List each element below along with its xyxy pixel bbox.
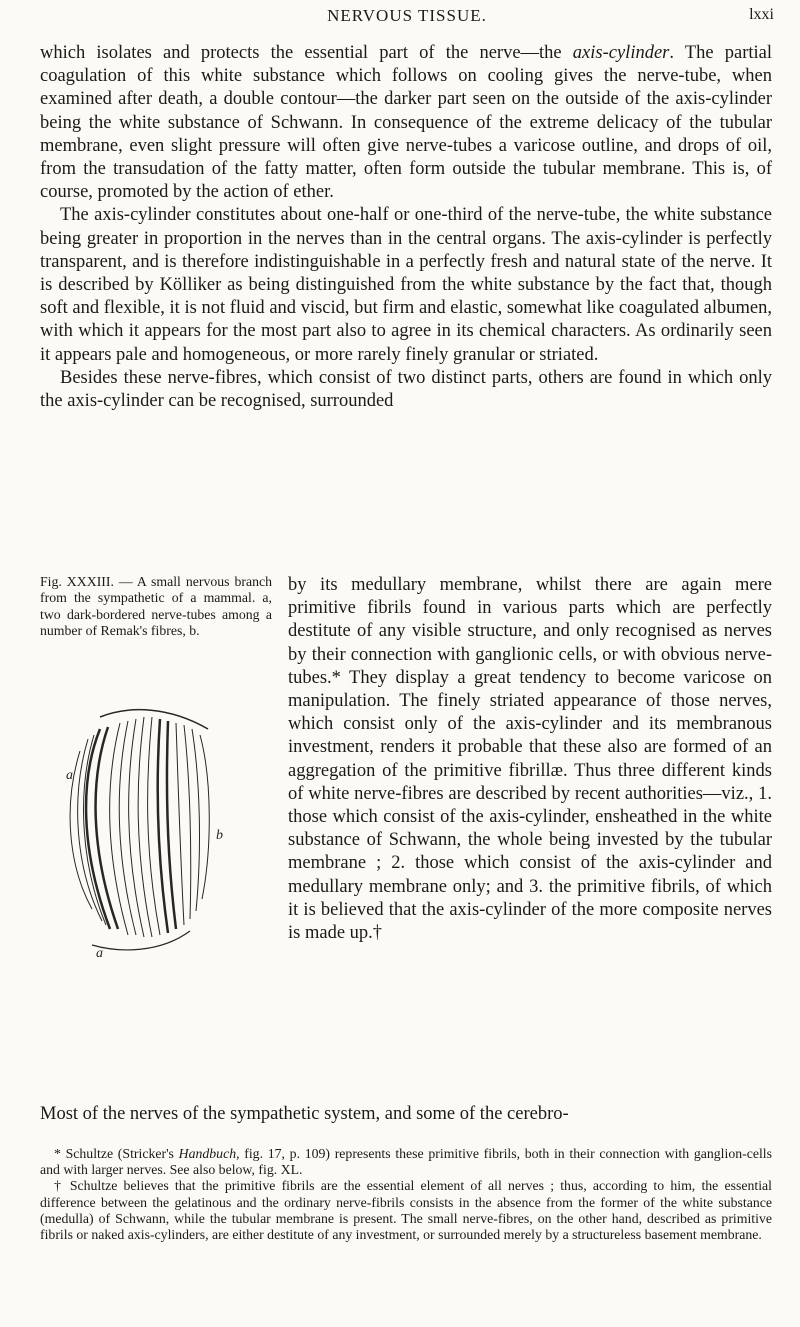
main-text-beside-figure — [288, 574, 772, 945]
figure-caption: Fig. XXXIII. — A small nervous branch from the sympathetic of a mammal. a, two dark-bordered nerve-tubes among a number of Remak's fibres, b. — [40, 574, 272, 638]
paragraph-1-rest: . The partial coagulation of this white substance which follows on cooling gives the nerve-tube, when examined after death, a double contour—the darker part seen on the outside of the axis-cylinder being the white substance of Schwann. In consequence of the extreme delicacy of the tubular membrane, even slight pressure will often give nerve-tubes a varicose outline, and drops of oil, from the transudation of the fatty matter, often form outside the tubular membrane. This is, of course, promoted by the action of ether. — [40, 43, 772, 203]
footnote-1-start: * Schultze (Stricker's — [54, 1146, 179, 1161]
paragraph-3-continued: by its medullary membrane, whilst there are again mere primitive fibrils found in various parts which are perfectly destitute of any visible structure, and only recognised as nerves by their connection with ganglionic cells, or with obvious nerve-tubes.* They display a great tendency to become varicose on manipulation. The finely striated appearance of those nerves, which consist only of the axis-cylinder and its membranous investment, renders it probable that these also are formed of an aggregation of the primitive fibrillæ. Thus three different kinds of white nerve-fibres are described by recent authorities—viz., 1. those which consist of the axis-cylinder, ensheathed in the white substance of Schwann, the whole being invested by the tubular membrane ; 2. those which consist of the axis-cylinder and medullary membrane only; and 3. the primitive fibrils, of which it is believed that the axis-cylinder of the more composite nerves is made up.† — [288, 575, 772, 944]
page-number: lxxi — [749, 6, 774, 23]
page-header — [40, 6, 774, 32]
paragraph-1-start: which isolates and protects the essential part of the nerve—the — [40, 43, 573, 63]
main-text-top — [40, 42, 772, 413]
paragraph-1 — [40, 42, 772, 204]
footnote-1 — [40, 1146, 772, 1178]
footnotes — [40, 1146, 772, 1243]
handbuch-title: Handbuch — [178, 1146, 237, 1161]
running-head: NERVOUS TISSUE. — [327, 6, 487, 25]
figure-label-b: b — [216, 828, 223, 844]
footnote-1-rest: , fig. 17, p. 109) represents these primitive fibrils, both in their connection with ganglion-cells and with larger nerves. See also below, fig. XL. — [40, 1146, 772, 1178]
figure-label-a-bottom: a — [96, 946, 103, 960]
axis-cylinder-term: axis-cylinder — [572, 43, 670, 63]
nerve-branch-illustration — [40, 699, 240, 959]
figure-block — [40, 574, 272, 959]
paragraph-2: The axis-cylinder constitutes about one-half or one-third of the nerve-tube, the white substance being greater in proportion in the nerves than in the central organs. The axis-cylinder is perfectly transparent, and is therefore indistinguishable in a perfectly fresh and natural state of the nerve. It is described by Kölliker as being distinguished from the white substance by the fact that, though soft and flexible, it is not fluid and viscid, but firm and elastic, somewhat like coagulated albumen, with which it appears for the most part also to agree in its chemical characters. As ordinarily seen it appears pale and homogeneous, or more rarely finely granular or striated. — [40, 205, 772, 365]
paragraph-3-lead: Besides these nerve-fibres, which consist of two distinct parts, others are found in which only the axis-cylinder can be recognised, surrounded — [40, 367, 772, 412]
figure-label-a: a — [66, 768, 73, 784]
footnote-2: † Schultze believes that the primitive fibrils are the essential element of all nerves ; thus, according to him, the essential difference between the gelatinous and the ordinary nerve-fibrils consists in the absence from the former of the white substance (medulla) of Schwann, while the tubular membrane is present. The small nerve-fibres, on the other hand, described as primitive fibrils or naked axis-cylinders, are either destitute of any investment, or surrounded merely by a structureless basement membrane. — [40, 1178, 772, 1243]
paragraph-4: Most of the nerves of the sympathetic system, and some of the cerebro- — [40, 1104, 569, 1124]
main-text-bottom — [40, 1103, 772, 1126]
